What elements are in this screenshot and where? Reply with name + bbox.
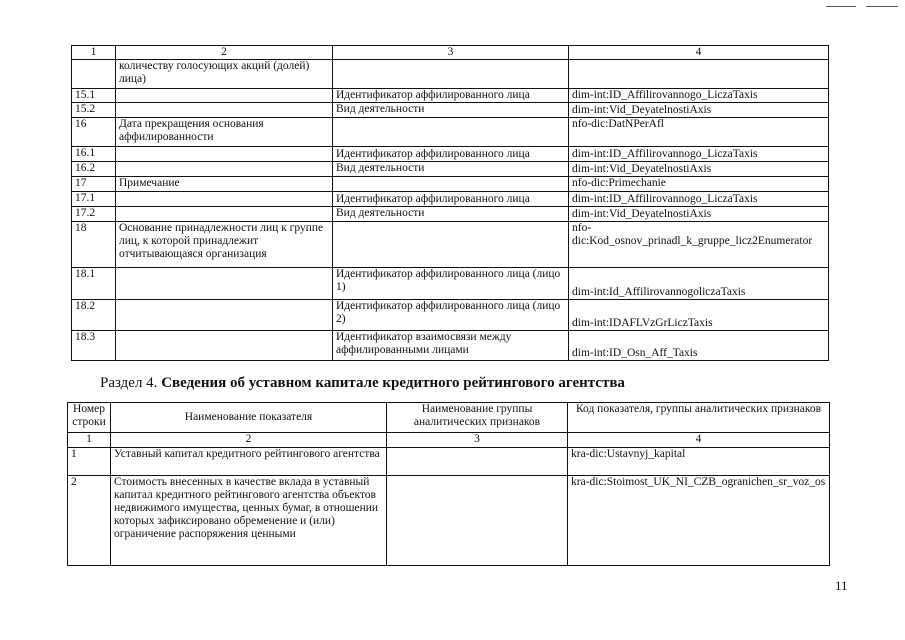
analytic-group-name: Вид деятельности bbox=[333, 103, 569, 118]
table-numbering-row bbox=[72, 46, 829, 60]
indicator-code: nfo-dic:Primechanie bbox=[569, 177, 829, 192]
indicator-name bbox=[116, 192, 333, 207]
indicator-name bbox=[116, 268, 333, 300]
column-header-group-name: Наименование группы аналитических признаков bbox=[387, 403, 568, 433]
column-header-row-number: Номер строки bbox=[68, 403, 111, 433]
row-number: 18 bbox=[72, 222, 116, 268]
row-number: 16 bbox=[72, 118, 116, 147]
row-number: 17.1 bbox=[72, 192, 116, 207]
column-number: 3 bbox=[333, 46, 569, 60]
row-number: 16.2 bbox=[72, 162, 116, 177]
row-number: 15.2 bbox=[72, 103, 116, 118]
indicator-name: Уставный капитал кредитного рейтингового агентства bbox=[111, 448, 387, 476]
indicator-code: dim-int:Id_AffilirovannogoliczaTaxis bbox=[569, 268, 829, 300]
indicator-name: Стоимость внесенных в качестве вклада в уставный капитал кредитного рейтингового агентства объектов недвижимого имущества, ценных бумаг, в отношении которых зафиксировано обременение и (или) ограничение распоряжения ценными bbox=[111, 476, 387, 566]
table-row bbox=[72, 300, 829, 331]
analytic-group-name bbox=[333, 118, 569, 147]
analytic-group-name bbox=[333, 177, 569, 192]
analytic-group-name: Вид деятельности bbox=[333, 207, 569, 222]
column-header-code: Код показателя, группы аналитических признаков bbox=[568, 403, 830, 433]
column-number: 4 bbox=[569, 46, 829, 60]
indicator-code: dim-int:Vid_DeyatelnostiAxis bbox=[569, 207, 829, 222]
page-number: 11 bbox=[835, 578, 848, 593]
table-row bbox=[72, 207, 829, 222]
row-number: 17.2 bbox=[72, 207, 116, 222]
indicator-name: Дата прекращения основания аффилированности bbox=[116, 118, 333, 147]
analytic-group-name: Идентификатор аффилированного лица (лицо 2) bbox=[333, 300, 569, 331]
row-number: 16.1 bbox=[72, 147, 116, 162]
table-row bbox=[72, 118, 829, 147]
indicator-code: dim-int:ID_Osn_Aff_Taxis bbox=[569, 331, 829, 361]
section-4-heading bbox=[100, 375, 625, 392]
row-number: 1 bbox=[68, 448, 111, 476]
column-number: 2 bbox=[111, 433, 387, 448]
analytic-group-name: Идентификатор аффилированного лица bbox=[333, 89, 569, 103]
analytic-group-name: Вид деятельности bbox=[333, 162, 569, 177]
indicator-name: Основание принадлежности лиц к группе лиц, к которой принадлежит отчитывающаяся организация bbox=[116, 222, 333, 268]
column-number: 4 bbox=[568, 433, 830, 448]
analytic-group-name bbox=[387, 448, 568, 476]
column-number: 1 bbox=[72, 46, 116, 60]
table-row bbox=[72, 147, 829, 162]
column-number: 2 bbox=[116, 46, 333, 60]
column-number: 3 bbox=[387, 433, 568, 448]
row-number: 15.1 bbox=[72, 89, 116, 103]
table-row bbox=[72, 268, 829, 300]
column-number: 1 bbox=[68, 433, 111, 448]
table-row bbox=[68, 448, 830, 476]
row-number: 2 bbox=[68, 476, 111, 566]
indicator-code: dim-int:Vid_DeyatelnostiAxis bbox=[569, 103, 829, 118]
row-number bbox=[72, 60, 116, 89]
indicator-name bbox=[116, 162, 333, 177]
table-numbering-row bbox=[68, 433, 830, 448]
table-row bbox=[72, 331, 829, 361]
table-row bbox=[72, 162, 829, 177]
analytic-group-name bbox=[387, 476, 568, 566]
table-row bbox=[68, 476, 830, 566]
table-row bbox=[72, 222, 829, 268]
indicator-name bbox=[116, 89, 333, 103]
indicator-code: dim-int:IDAFLVzGrLiczTaxis bbox=[569, 300, 829, 331]
indicator-code: nfo-dic:DatNPerAfl bbox=[569, 118, 829, 147]
indicator-name bbox=[116, 331, 333, 361]
analytic-group-name: Идентификатор аффилированного лица bbox=[333, 192, 569, 207]
row-number: 17 bbox=[72, 177, 116, 192]
indicator-code: nfo-dic:Kod_osnov_prinadl_k_gruppe_licz2Enumerator bbox=[569, 222, 829, 268]
indicator-code: kra-dic:Ustavnyj_kapital bbox=[568, 448, 830, 476]
indicator-code: kra-dic:Stoimost_UK_NI_CZB_ogranichen_sr_voz_os bbox=[568, 476, 830, 566]
indicator-name bbox=[116, 300, 333, 331]
analytic-group-name: Идентификатор аффилированного лица bbox=[333, 147, 569, 162]
indicator-code: dim-int:ID_Affilirovannogo_LiczaTaxis bbox=[569, 147, 829, 162]
section-4-prefix: Раздел 4. bbox=[100, 375, 162, 391]
analytic-group-name bbox=[333, 60, 569, 89]
indicator-code: dim-int:ID_Affilirovannogo_LiczaTaxis bbox=[569, 89, 829, 103]
indicator-code bbox=[569, 60, 829, 89]
row-number: 18.1 bbox=[72, 268, 116, 300]
indicator-code: dim-int:ID_Affilirovannogo_LiczaTaxis bbox=[569, 192, 829, 207]
table-row bbox=[72, 103, 829, 118]
scan-artifact-marks bbox=[826, 6, 905, 9]
table-row bbox=[72, 89, 829, 103]
table-row bbox=[72, 192, 829, 207]
row-number: 18.2 bbox=[72, 300, 116, 331]
indicator-name bbox=[116, 147, 333, 162]
analytic-group-name: Идентификатор взаимосвязи между аффилированными лицами bbox=[333, 331, 569, 361]
indicator-name bbox=[116, 103, 333, 118]
indicator-name: Примечание bbox=[116, 177, 333, 192]
analytic-group-name bbox=[333, 222, 569, 268]
column-header-indicator-name: Наименование показателя bbox=[111, 403, 387, 433]
analytic-group-name: Идентификатор аффилированного лица (лицо 1) bbox=[333, 268, 569, 300]
charter-capital-table bbox=[67, 402, 830, 566]
section-4-title: Сведения об уставном капитале кредитного рейтингового агентства bbox=[161, 375, 625, 391]
table-row bbox=[72, 60, 829, 89]
row-number: 18.3 bbox=[72, 331, 116, 361]
table-row bbox=[72, 177, 829, 192]
indicator-code: dim-int:Vid_DeyatelnostiAxis bbox=[569, 162, 829, 177]
indicators-table-continued bbox=[71, 45, 829, 361]
indicator-name: количеству голосующих акций (долей) лица) bbox=[116, 60, 333, 89]
indicator-name bbox=[116, 207, 333, 222]
table-header-row bbox=[68, 403, 830, 433]
